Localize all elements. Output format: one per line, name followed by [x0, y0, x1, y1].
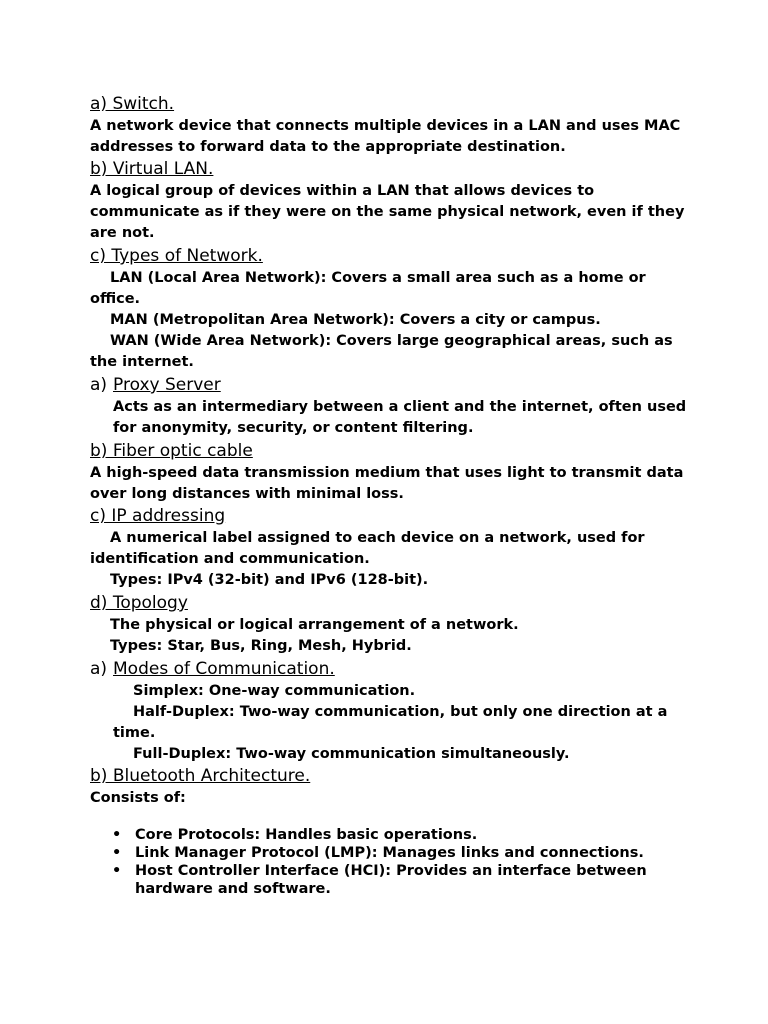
section-modes-of-communication [90, 659, 690, 765]
section-topology [90, 593, 690, 657]
box-glyph-icon [90, 310, 110, 331]
list-item [90, 681, 690, 702]
bullet-icon: • [112, 863, 122, 879]
list-item [90, 862, 690, 898]
paragraph-switch: A network device that connects multiple devices in a LAN and uses MAC addresses to forward data to the appropriate destination. [90, 118, 681, 155]
list-item-text: MAN (Metropolitan Area Network): Covers a city or campus. [110, 312, 601, 328]
list-item [90, 331, 690, 373]
heading-switch: a) Switch. [90, 94, 175, 114]
heading-proxy-server: Proxy Server [113, 375, 221, 395]
section-types-of-network [90, 246, 690, 373]
paragraph-virtual-lan: A logical group of devices within a LAN that allows devices to communicate as if they were on the same physical network, even if they are not. [90, 183, 685, 241]
list-item-text: Host Controller Interface (HCI): Provides an interface between hardware and software. [135, 863, 647, 897]
list-item [90, 702, 690, 744]
list-item [90, 615, 690, 636]
list-item-text: Half-Duplex: Two-way communication, but only one direction at a time. [113, 704, 668, 741]
paragraph-bluetooth-intro: Consists of: [90, 790, 186, 806]
paragraph-fiber-optic: A high-speed data transmission medium that uses light to transmit data over long distances with minimal loss. [90, 465, 684, 502]
section-proxy-server [90, 375, 690, 439]
list-item-text: WAN (Wide Area Network): Covers large geographical areas, such as the internet. [90, 333, 673, 370]
section-fiber-optic [90, 441, 690, 505]
list-item [90, 636, 690, 657]
list-item-text: LAN (Local Area Network): Covers a small area such as a home or office. [90, 270, 646, 307]
section-virtual-lan [90, 159, 690, 244]
section-bluetooth-architecture [90, 766, 690, 898]
list-item-text: Types: IPv4 (32-bit) and IPv6 (128-bit). [110, 572, 429, 588]
section-ip-addressing [90, 506, 690, 591]
heading-ip-addressing: c) IP addressing [90, 506, 226, 526]
heading-label: a) [90, 375, 108, 395]
heading-fiber-optic: b) Fiber optic cable [90, 441, 253, 461]
section-switch [90, 94, 690, 158]
list-item [90, 844, 690, 862]
heading-bluetooth-architecture: b) Bluetooth Architecture. [90, 766, 311, 786]
bullet-list [90, 826, 690, 898]
list-item-text: Simplex: One-way communication. [133, 683, 416, 699]
list-item [90, 528, 690, 570]
heading-virtual-lan: b) Virtual LAN. [90, 159, 214, 179]
bullet-icon: • [112, 827, 122, 843]
list-item-text: The physical or logical arrangement of a network. [110, 617, 519, 633]
list-item [90, 570, 690, 591]
heading-label: a) [90, 659, 108, 679]
paragraph-proxy-server: Acts as an intermediary between a client and the internet, often used for anonymity, security, or content filtering. [113, 399, 687, 436]
list-item-text: Types: Star, Bus, Ring, Mesh, Hybrid. [110, 638, 412, 654]
heading-modes-of-communication: Modes of Communication. [113, 659, 335, 679]
heading-topology: d) Topology [90, 593, 188, 613]
bullet-icon: • [112, 845, 122, 861]
list-item [90, 826, 690, 844]
heading-types-of-network: c) Types of Network. [90, 246, 263, 266]
list-item-text: Full-Duplex: Two-way communication simultaneously. [133, 746, 570, 762]
list-item-text: Core Protocols: Handles basic operations. [135, 827, 478, 843]
list-item-text: Link Manager Protocol (LMP): Manages links and connections. [135, 845, 644, 861]
list-item [90, 744, 690, 765]
list-item [90, 310, 690, 331]
list-item-text: A numerical label assigned to each device on a network, used for identification and communication. [90, 530, 645, 567]
list-item [90, 268, 690, 310]
